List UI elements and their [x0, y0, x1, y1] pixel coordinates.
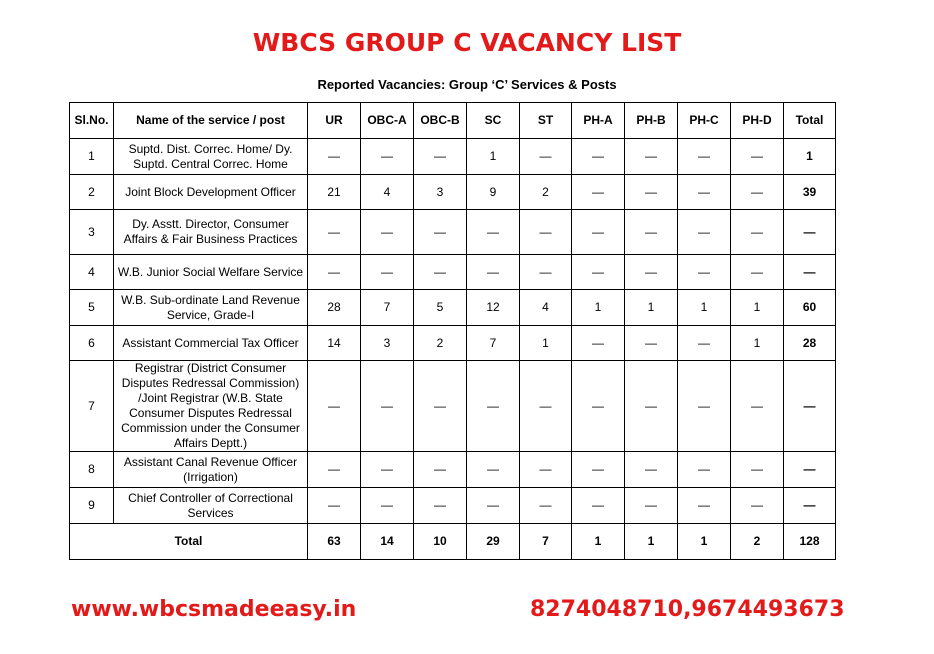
row-sl-no: 8 — [70, 452, 114, 488]
header-ur: UR — [308, 103, 361, 139]
row-value-cell: — — [361, 361, 414, 452]
row-value-cell: — — [572, 175, 625, 210]
row-value-cell: — — [308, 139, 361, 175]
row-value-cell: — — [414, 452, 467, 488]
row-value-cell: — — [678, 361, 731, 452]
row-value-cell: 4 — [361, 175, 414, 210]
row-value-cell: 1 — [572, 290, 625, 326]
row-value-cell: — — [572, 488, 625, 524]
row-value-cell: — — [467, 361, 520, 452]
row-service-name: Chief Controller of Correctional Services — [114, 488, 308, 524]
header-ph-d: PH-D — [731, 103, 784, 139]
row-value-cell: — — [467, 488, 520, 524]
row-value-cell: — — [572, 326, 625, 361]
row-value-cell: — — [731, 488, 784, 524]
total-value-cell: 7 — [520, 524, 572, 560]
row-service-name: Registrar (District Consumer Disputes Redressal Commission) /Joint Registrar (W.B. State Consumer Disputes Redressal Commission under the Consumer Affairs Deptt.) — [114, 361, 308, 452]
row-value-cell: 1 — [731, 290, 784, 326]
contact-phones: 8274048710,9674493673 — [530, 597, 845, 622]
row-value-cell: — — [572, 210, 625, 255]
row-sl-no: 2 — [70, 175, 114, 210]
row-value-cell: — — [520, 255, 572, 290]
row-value-cell: 3 — [361, 326, 414, 361]
row-value-cell: 4 — [520, 290, 572, 326]
row-value-cell: — — [308, 452, 361, 488]
total-label: Total — [70, 524, 308, 560]
row-value-cell: — — [625, 326, 678, 361]
table-subtitle: Reported Vacancies: Group ‘C’ Services & Posts — [317, 77, 617, 92]
row-value-cell: — — [520, 452, 572, 488]
row-value-cell: — — [678, 488, 731, 524]
row-value-cell: — — [731, 210, 784, 255]
vacancy-table — [69, 102, 836, 560]
row-value-cell: — — [678, 255, 731, 290]
row-value-cell: — — [731, 361, 784, 452]
row-total-cell: — — [784, 255, 836, 290]
row-value-cell: — — [308, 210, 361, 255]
row-value-cell: — — [414, 361, 467, 452]
table-row — [70, 175, 836, 210]
table-row — [70, 361, 836, 452]
row-sl-no: 1 — [70, 139, 114, 175]
row-value-cell: — — [572, 361, 625, 452]
total-value-cell: 1 — [678, 524, 731, 560]
header-sl-no: Sl.No. — [70, 103, 114, 139]
row-value-cell: — — [572, 452, 625, 488]
row-value-cell: 28 — [308, 290, 361, 326]
table-row — [70, 452, 836, 488]
row-total-cell: — — [784, 452, 836, 488]
row-value-cell: 2 — [414, 326, 467, 361]
row-total-cell: — — [784, 210, 836, 255]
header-obc-b: OBC-B — [414, 103, 467, 139]
row-value-cell: — — [361, 255, 414, 290]
row-value-cell: — — [520, 488, 572, 524]
row-service-name: Suptd. Dist. Correc. Home/ Dy. Suptd. Central Correc. Home — [114, 139, 308, 175]
total-value-cell: 14 — [361, 524, 414, 560]
table-row — [70, 255, 836, 290]
row-value-cell: — — [467, 255, 520, 290]
row-total-cell: — — [784, 361, 836, 452]
row-value-cell: — — [414, 210, 467, 255]
row-value-cell: 5 — [414, 290, 467, 326]
row-value-cell: — — [625, 210, 678, 255]
row-value-cell: — — [678, 139, 731, 175]
row-value-cell: — — [520, 139, 572, 175]
row-value-cell: — — [361, 139, 414, 175]
row-sl-no: 3 — [70, 210, 114, 255]
header-ph-c: PH-C — [678, 103, 731, 139]
page-title: WBCS GROUP C VACANCY LIST — [252, 28, 682, 57]
total-value-cell: 63 — [308, 524, 361, 560]
row-value-cell: — — [361, 210, 414, 255]
row-sl-no: 9 — [70, 488, 114, 524]
row-total-cell: 60 — [784, 290, 836, 326]
row-value-cell: 14 — [308, 326, 361, 361]
row-sl-no: 6 — [70, 326, 114, 361]
table-row — [70, 139, 836, 175]
row-value-cell: 12 — [467, 290, 520, 326]
row-value-cell: 1 — [467, 139, 520, 175]
row-value-cell: 1 — [520, 326, 572, 361]
row-value-cell: — — [731, 139, 784, 175]
row-value-cell: — — [625, 488, 678, 524]
row-value-cell: 7 — [361, 290, 414, 326]
row-total-cell: 1 — [784, 139, 836, 175]
row-value-cell: 21 — [308, 175, 361, 210]
row-value-cell: — — [414, 488, 467, 524]
row-value-cell: — — [467, 210, 520, 255]
row-total-cell: 39 — [784, 175, 836, 210]
row-sl-no: 7 — [70, 361, 114, 452]
total-value-cell: 2 — [731, 524, 784, 560]
row-value-cell: — — [308, 361, 361, 452]
row-value-cell: 1 — [678, 290, 731, 326]
row-value-cell: — — [678, 326, 731, 361]
row-value-cell: — — [678, 210, 731, 255]
table-row — [70, 488, 836, 524]
header-obc-a: OBC-A — [361, 103, 414, 139]
row-value-cell: 7 — [467, 326, 520, 361]
row-value-cell: — — [625, 255, 678, 290]
row-service-name: Dy. Asstt. Director, Consumer Affairs & Fair Business Practices — [114, 210, 308, 255]
total-value-cell: 10 — [414, 524, 467, 560]
row-service-name: Joint Block Development Officer — [114, 175, 308, 210]
row-value-cell: — — [625, 139, 678, 175]
row-value-cell: — — [520, 361, 572, 452]
row-value-cell: — — [361, 488, 414, 524]
row-value-cell: 2 — [520, 175, 572, 210]
row-value-cell: 3 — [414, 175, 467, 210]
row-value-cell: 1 — [625, 290, 678, 326]
table-row — [70, 210, 836, 255]
row-value-cell: — — [731, 175, 784, 210]
row-value-cell: — — [520, 210, 572, 255]
row-service-name: Assistant Canal Revenue Officer (Irrigation) — [114, 452, 308, 488]
table-row — [70, 326, 836, 361]
row-total-cell: 28 — [784, 326, 836, 361]
total-value-cell: 1 — [572, 524, 625, 560]
row-value-cell: — — [625, 175, 678, 210]
row-value-cell: — — [361, 452, 414, 488]
row-value-cell: — — [414, 255, 467, 290]
row-value-cell: — — [467, 452, 520, 488]
total-value-cell: 1 — [625, 524, 678, 560]
website-link[interactable]: www.wbcsmadeeasy.in — [71, 597, 357, 622]
header-st: ST — [520, 103, 572, 139]
row-value-cell: 1 — [731, 326, 784, 361]
header-ph-a: PH-A — [572, 103, 625, 139]
row-service-name: W.B. Sub-ordinate Land Revenue Service, Grade-I — [114, 290, 308, 326]
row-service-name: Assistant Commercial Tax Officer — [114, 326, 308, 361]
row-value-cell: — — [308, 488, 361, 524]
row-value-cell: — — [678, 452, 731, 488]
row-value-cell: — — [572, 255, 625, 290]
grand-total-cell: 128 — [784, 524, 836, 560]
row-sl-no: 4 — [70, 255, 114, 290]
row-value-cell: 9 — [467, 175, 520, 210]
row-total-cell: — — [784, 488, 836, 524]
row-value-cell: — — [414, 139, 467, 175]
row-value-cell: — — [625, 452, 678, 488]
row-value-cell: — — [625, 361, 678, 452]
row-value-cell: — — [678, 175, 731, 210]
table-row — [70, 290, 836, 326]
header-total: Total — [784, 103, 836, 139]
row-sl-no: 5 — [70, 290, 114, 326]
header-ph-b: PH-B — [625, 103, 678, 139]
header-sc: SC — [467, 103, 520, 139]
table-total-row — [70, 524, 836, 560]
row-value-cell: — — [308, 255, 361, 290]
row-value-cell: — — [572, 139, 625, 175]
row-value-cell: — — [731, 255, 784, 290]
table-header-row — [70, 103, 836, 139]
total-value-cell: 29 — [467, 524, 520, 560]
header-name: Name of the service / post — [114, 103, 308, 139]
row-service-name: W.B. Junior Social Welfare Service — [114, 255, 308, 290]
row-value-cell: — — [731, 452, 784, 488]
